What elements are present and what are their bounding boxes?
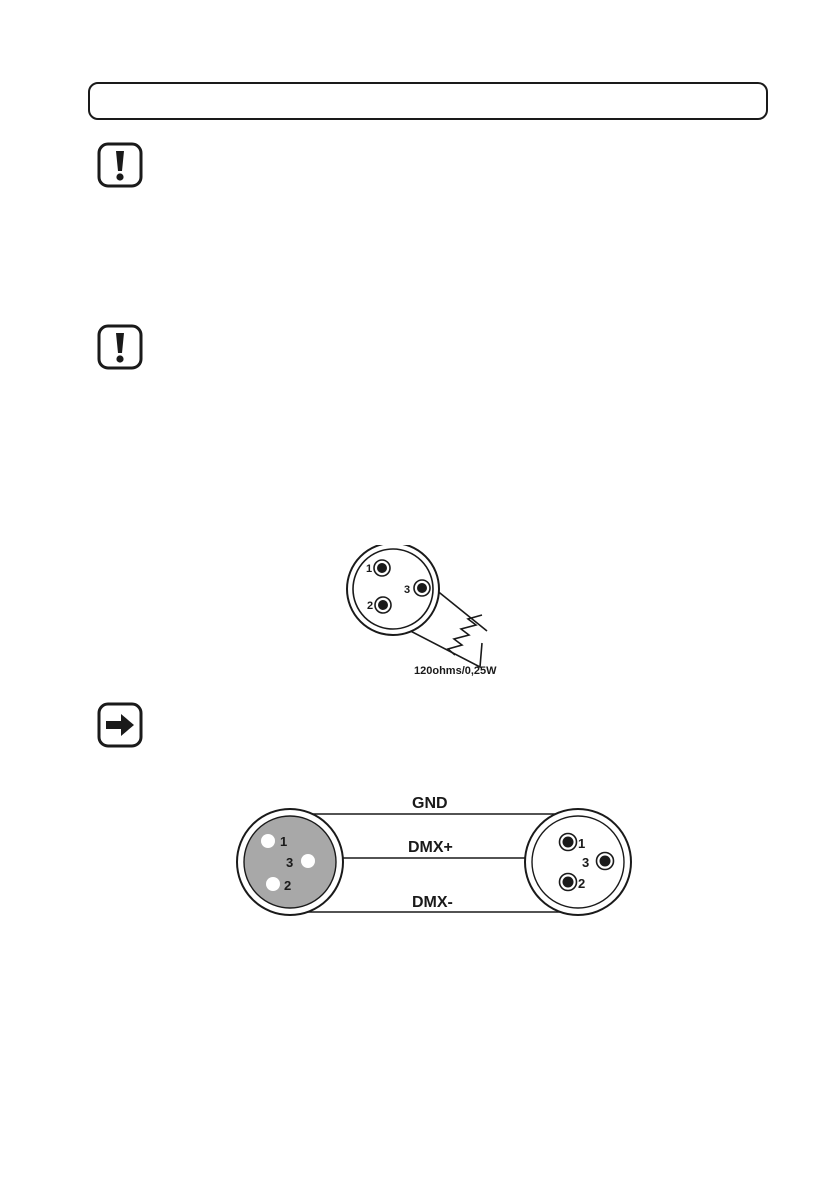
right-pin-label: 1: [578, 836, 586, 851]
left-pin-label: 2: [284, 878, 292, 893]
pin-label: 1: [366, 563, 373, 575]
wire-label-dmx-minus: DMX-: [412, 894, 453, 911]
pin-label: 3: [404, 584, 411, 596]
exclamation-icon: [97, 324, 143, 370]
right-pin-label: 2: [578, 876, 586, 891]
left-pin-label: 1: [280, 834, 288, 849]
section-header-bar: [88, 82, 768, 120]
exclamation-icon: [97, 142, 143, 188]
left-pin-label: 3: [286, 855, 294, 870]
arrow-right-icon: [97, 702, 143, 748]
wire-label-gnd: GND: [412, 795, 448, 812]
wire-label-dmx-plus: DMX+: [408, 839, 453, 856]
resistor-label: 120ohms/0,25W: [414, 665, 497, 677]
dmx-terminator-diagram: [330, 545, 530, 685]
right-pin-label: 3: [582, 855, 590, 870]
pin-label: 2: [367, 600, 374, 612]
dmx-cable-diagram: [228, 788, 648, 920]
